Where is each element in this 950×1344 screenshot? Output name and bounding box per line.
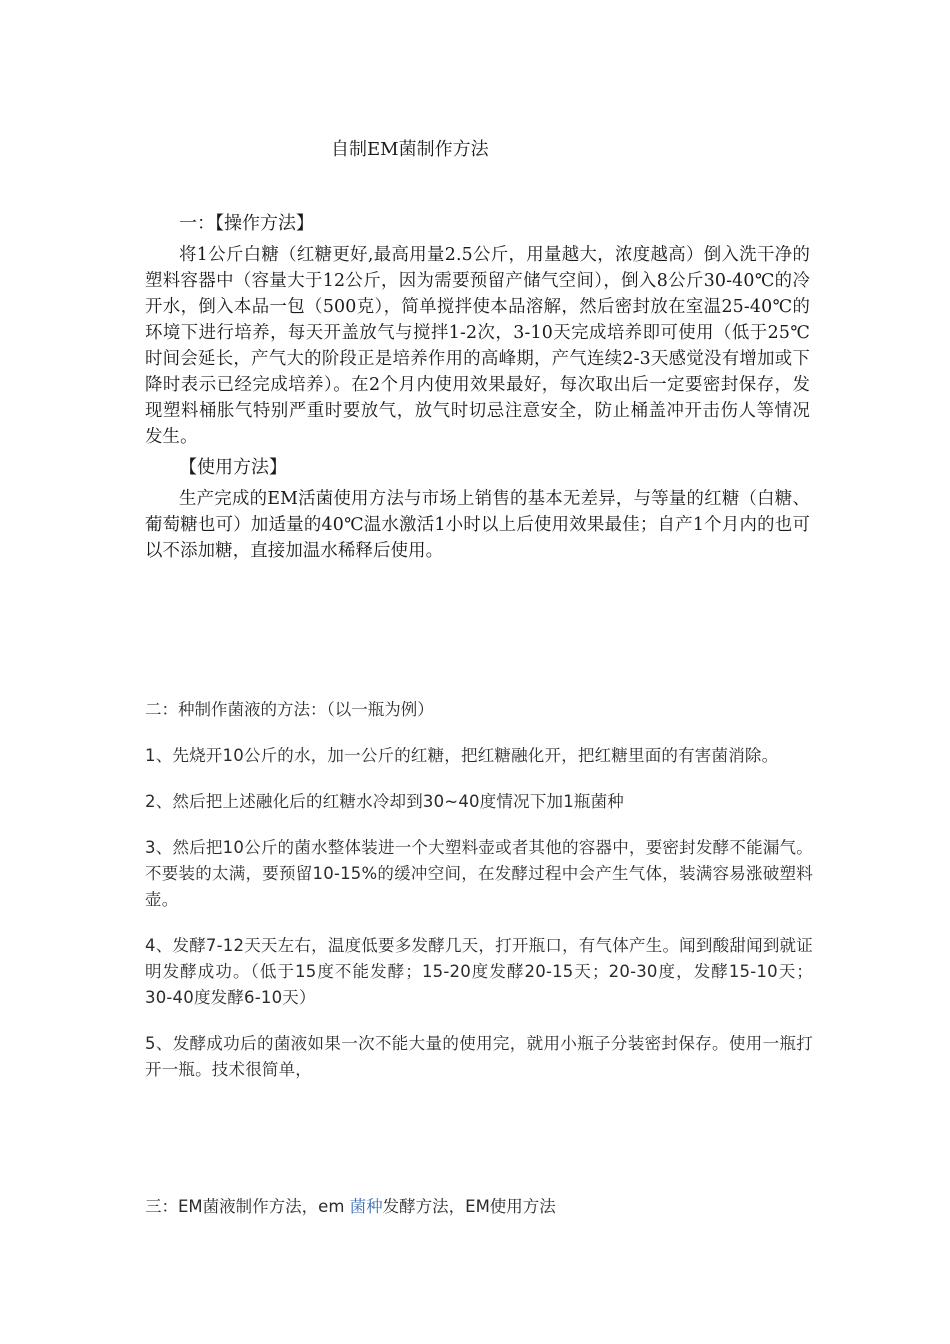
section-em-heading-prefix: 三：EM菌液制作方法，em — [145, 1197, 350, 1216]
section-em-heading-suffix: 发酵方法，EM使用方法 — [382, 1197, 556, 1216]
section-bacteria-heading: 二：种制作菌液的方法：（以一瓶为例） — [145, 700, 434, 719]
operation-paragraph: 将1公斤白糖（红糖更好,最高用量2.5公斤，用量越大，浓度越高）倒入洗干净的塑料容器中（容量大于12公斤，因为需要预留产储气空间），倒入8公斤30-40℃的冷开水，倒入本品一包（500克），简单搅拌使本品溶解，然后密封放在室温25-40℃的环境下进行培养，每天开盖放气与搅拌1-2次，3-10天完成培养即可使用（低于25℃时间会延长，产气大的阶段正是培养作用的高峰期，产气连续2-3天感觉没有增加或下降时表示已经完成培养）。在2个月内使用效果最好，每次取出后一定要密封保存，发现塑料桶胀气特别严重时要放气，放气时切忌注意安全，防止桶盖冲开击伤人等情况发生。 — [145, 245, 810, 447]
section-operation-heading: 一：【操作方法】 — [179, 213, 314, 234]
usage-paragraph: 生产完成的EM活菌使用方法与市场上销售的基本无差异，与等量的红糖（白糖、葡萄糖也可）加适量的40℃温水激活1小时以上后使用效果最佳；自产1个月内的也可以不添加糖，直接加温水稀释后使用。 — [145, 489, 810, 561]
bacteria-strain-link[interactable]: 菌种 — [349, 1197, 383, 1216]
step-item: 1、先烧开10公斤的水，加一公斤的红糖，把红糖融化开，把红糖里面的有害菌消除。 — [145, 746, 779, 765]
document-title: 自制EM菌制作方法 — [331, 139, 489, 160]
section-bacteria-liquid — [145, 697, 813, 1103]
step-item: 4、发酵7-12天天左右，温度低要多发酵几天，打开瓶口，有气体产生。闻到酸甜闻到就证明发酵成功。（低于15度不能发酵；15-20度发酵20-15天；20-30度，发酵15-10天；30-40度发酵6-10天） — [145, 936, 813, 1007]
section-em-heading — [145, 1194, 556, 1220]
step-item: 5、发酵成功后的菌液如果一次不能大量的使用完，就用小瓶子分装密封保存。使用一瓶打开一瓶。技术很简单， — [145, 1034, 813, 1079]
step-item: 3、然后把10公斤的菌水整体装进一个大塑料壶或者其他的容器中，要密封发酵不能漏气。不要装的太满，要预留10-15%的缓冲空间，在发酵过程中会产生气体，装满容易涨破塑料壶。 — [145, 838, 813, 909]
section-operation — [145, 210, 810, 568]
step-item: 2、然后把上述融化后的红糖水冷却到30~40度情况下加1瓶菌种 — [145, 792, 625, 811]
usage-heading: 【使用方法】 — [179, 457, 287, 478]
